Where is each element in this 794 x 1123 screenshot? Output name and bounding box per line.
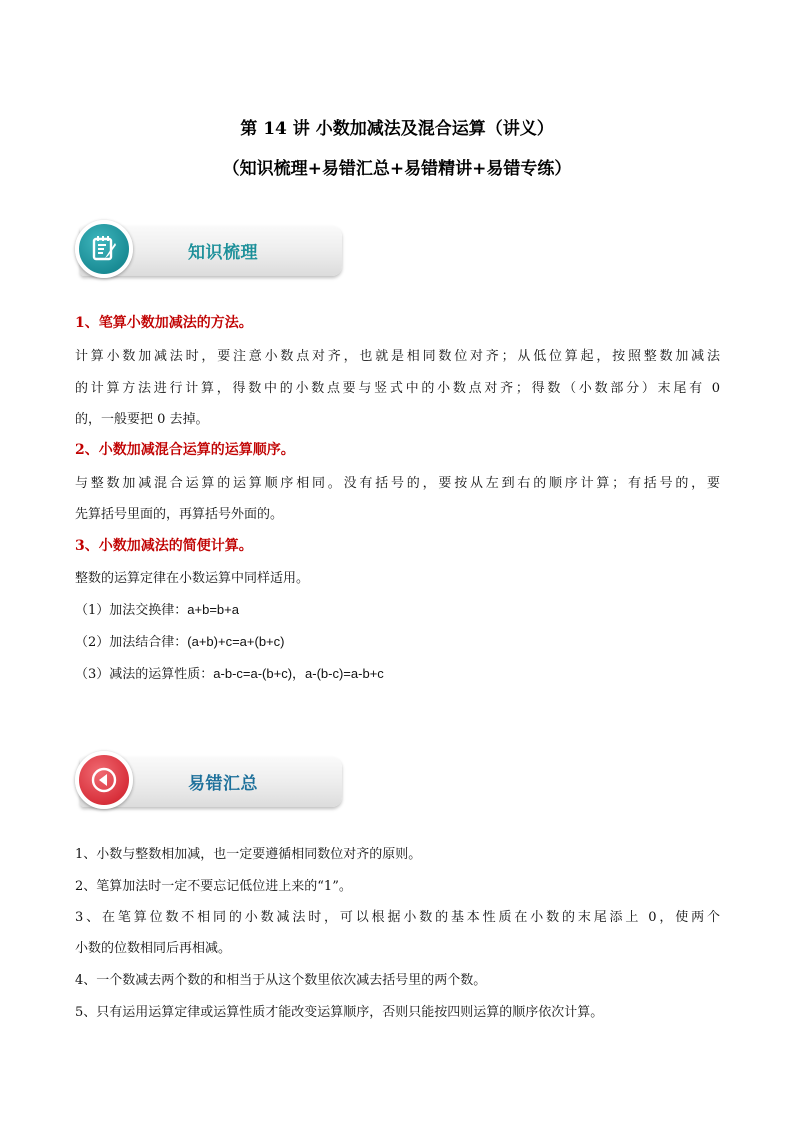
mistake-item: 2、笔算加法时一定不要忘记低位进上来的“1”。 xyxy=(75,879,352,894)
document-title: 第 14 讲 小数加减法及混合运算（讲义） xyxy=(240,119,554,139)
play-back-icon xyxy=(75,751,133,809)
section-heading: 1、笔算小数加减法的方法。 xyxy=(75,315,253,331)
law-prefix: （1）加法交换律： xyxy=(75,603,188,618)
body-line: 整数的运算定律在小数运算中同样适用。 xyxy=(75,571,310,586)
law-prefix: （2）加法结合律： xyxy=(75,635,188,650)
law-formula: a+b=b+a xyxy=(187,602,239,617)
law-prefix: （3）减法的运算性质： xyxy=(75,667,214,682)
section-banner-mistakes xyxy=(80,757,342,807)
section-banner-knowledge xyxy=(80,226,342,276)
body-line: 先算括号里面的，再算括号外面的。 xyxy=(75,507,284,522)
body-line: 计算小数加减法时，要注意小数点对齐，也就是相同数位对齐；从低位算起，按照整数加减法 xyxy=(75,349,720,364)
law-line xyxy=(75,631,284,650)
body-line: 的，一般要把 0 去掉。 xyxy=(75,412,209,427)
law-formula: a-b-c=a-(b+c)，a-(b-c)=a-b+c xyxy=(213,666,384,681)
mistake-item: 小数的位数相同后再相减。 xyxy=(75,941,232,956)
mistake-item: 5、只有运用运算定律或运算性质才能改变运算顺序，否则只能按四则运算的顺序依次计算。 xyxy=(75,1005,604,1020)
section-banner-label: 易错汇总 xyxy=(188,774,258,794)
section-banner-label: 知识梳理 xyxy=(188,243,258,263)
law-formula: (a+b)+c=a+(b+c) xyxy=(187,634,285,649)
mistake-item: 3、在笔算位数不相同的小数减法时，可以根据小数的基本性质在小数的末尾添上 0，使两个 xyxy=(75,910,720,925)
body-line: 的计算方法进行计算，得数中的小数点要与竖式中的小数点对齐；得数（小数部分）末尾有 0 xyxy=(75,381,720,396)
mistake-item: 1、小数与整数相加减，也一定要遵循相同数位对齐的原则。 xyxy=(75,847,422,862)
notepad-pen-icon xyxy=(75,220,133,278)
law-line xyxy=(75,599,239,618)
document-subtitle: （知识梳理+易错汇总+易错精讲+易错专练） xyxy=(222,159,572,179)
body-line: 与整数加减混合运算的运算顺序相同。没有括号的，要按从左到右的顺序计算；有括号的，要 xyxy=(75,476,720,491)
law-line xyxy=(75,663,384,682)
mistake-item: 4、一个数减去两个数的和相当于从这个数里依次减去括号里的两个数。 xyxy=(75,973,487,988)
section-heading: 2、小数加减混合运算的运算顺序。 xyxy=(75,442,295,458)
section-heading: 3、小数加减法的简便计算。 xyxy=(75,538,253,554)
